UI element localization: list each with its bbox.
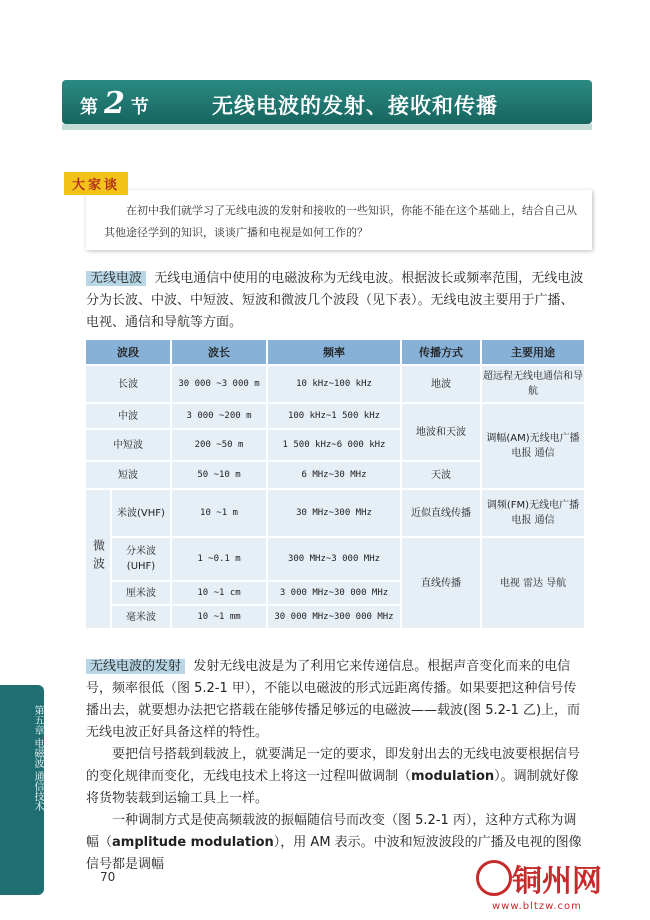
table-row — [85, 403, 585, 429]
table-row — [85, 489, 585, 537]
watermark-name: 铜州网 — [512, 864, 602, 899]
paragraph-modulation — [86, 744, 586, 810]
cell-wavelength: 3 000 ~200 m — [171, 403, 267, 429]
cell-frequency: 3 000 MHz~30 000 MHz — [267, 581, 401, 605]
cell-wavelength: 30 000 ~3 000 m — [171, 365, 267, 403]
table-row — [85, 537, 585, 581]
cell-wavelength: 10 ~1 mm — [171, 605, 267, 629]
cell-band: 长波 — [85, 365, 171, 403]
cell-use: 电视 雷达 导航 — [481, 537, 585, 629]
wave-band-table — [84, 338, 586, 630]
paragraph-emission — [86, 656, 586, 744]
section-number-digit: 2 — [104, 86, 125, 121]
cell-use: 调幅(AM)无线电广播 电报 通信 — [481, 403, 585, 489]
chapter-title: 电磁波 通信技术 — [32, 738, 43, 812]
cell-band: 短波 — [85, 461, 171, 489]
cell-frequency: 300 MHz~3 000 MHz — [267, 537, 401, 581]
watermark-url: www.bltzw.com — [492, 901, 582, 912]
page-title: 无线电波的发射、接收和传播 — [212, 94, 498, 118]
paragraph-text: 一种调制方式是使高频载波的振幅随信号而改变（图 5.2-1 丙），这种方式称为调幅（ — [86, 813, 577, 850]
cell-frequency: 30 000 MHz~300 000 MHz — [267, 605, 401, 629]
term-modulation: modulation — [411, 769, 495, 784]
col-propagation: 传播方式 — [401, 339, 481, 365]
cell-wavelength: 10 ~1 m — [171, 489, 267, 537]
cell-frequency: 30 MHz~300 MHz — [267, 489, 401, 537]
cell-propagation: 地波和天波 — [401, 403, 481, 461]
watermark-logo-icon — [476, 860, 512, 896]
cell-frequency: 100 kHz~1 500 kHz — [267, 403, 401, 429]
cell-frequency: 10 kHz~100 kHz — [267, 365, 401, 403]
paragraph-text: 要把信号搭载到载波上，就要满足一定的要求，即发射出去的无线电波要根据信号的变化规律而变化，无线电技术上将这一过程叫做调制（ — [86, 747, 581, 784]
header-underline — [62, 124, 592, 130]
cell-propagation: 直线传播 — [401, 537, 481, 629]
cell-band: 毫米波 — [111, 605, 171, 629]
paragraph-text: 无线电通信中使用的电磁波称为无线电波。根据波长或频率范围，无线电波分为长波、中波、中短波、短波和微波几个波段（见下表）。无线电波主要用于广播、电视、通信和导航等方面。 — [86, 271, 584, 330]
cell-frequency: 1 500 kHz~6 000 kHz — [267, 429, 401, 461]
keyword-emission: 无线电波的发射 — [86, 659, 185, 674]
cell-propagation: 天波 — [401, 461, 481, 489]
section-number — [80, 86, 149, 121]
cell-microwave-group — [85, 489, 111, 629]
cell-band: 分米波(UHF) — [111, 537, 171, 581]
cell-wavelength: 50 ~10 m — [171, 461, 267, 489]
col-wavelength: 波长 — [171, 339, 267, 365]
col-frequency: 频率 — [267, 339, 401, 365]
cell-propagation: 近似直线传播 — [401, 489, 481, 537]
cell-band: 米波(VHF) — [111, 489, 171, 537]
cell-band: 中短波 — [85, 429, 171, 461]
paragraph-text: ），用 AM 表示。中波和短波波段的广播及电视的图像信号都是调幅 — [86, 835, 582, 872]
section-prefix: 第 — [80, 97, 98, 118]
cell-band: 厘米波 — [111, 581, 171, 605]
keyword-radio-waves: 无线电波 — [86, 271, 146, 286]
term-amplitude-modulation: amplitude modulation — [112, 835, 274, 850]
cell-wavelength: 200 ~50 m — [171, 429, 267, 461]
section-suffix: 节 — [130, 97, 149, 118]
chapter-sidebar-text — [0, 705, 44, 811]
page-number: 70 — [100, 870, 116, 884]
discussion-tag: 大家谈 — [64, 172, 128, 195]
paragraph-radio-waves — [86, 268, 586, 334]
cell-frequency: 6 MHz~30 MHz — [267, 461, 401, 489]
table-row — [85, 365, 585, 403]
col-use: 主要用途 — [481, 339, 585, 365]
cell-band: 中波 — [85, 403, 171, 429]
cell-use: 调频(FM)无线电广播 电报 通信 — [481, 489, 585, 537]
discussion-text: 在初中我们就学习了无线电波的发射和接收的一些知识，你能不能在这个基础上，结合自己从其他途径学到的知识，谈谈广播和电视是如何工作的？ — [104, 204, 577, 239]
cell-use: 超远程无线电通信和导航 — [481, 365, 585, 403]
table-header-row — [85, 339, 585, 365]
chapter-label: 第五章 — [32, 705, 43, 735]
col-band: 波段 — [85, 339, 171, 365]
cell-wavelength: 1 ~0.1 m — [171, 537, 267, 581]
paragraph-text: 发射无线电波是为了利用它来传递信息。根据声音变化而来的电信号，频率很低（图 5.2-1 甲），不能以电磁波的形式远距离传播。如果要把这种信号传播出去，就要想办法把它搭载在能够传播足够远的电磁波——载波(图 5.2-1 乙)上，而无线电波正好具备这样的特性。 — [86, 659, 581, 740]
paragraph-text: ）。调制就好像将货物装载到运输工具上一样。 — [86, 769, 579, 806]
paragraph-am — [86, 810, 586, 876]
cell-propagation: 地波 — [401, 365, 481, 403]
cell-wavelength: 10 ~1 cm — [171, 581, 267, 605]
microwave-group-label: 微波 — [91, 539, 106, 575]
